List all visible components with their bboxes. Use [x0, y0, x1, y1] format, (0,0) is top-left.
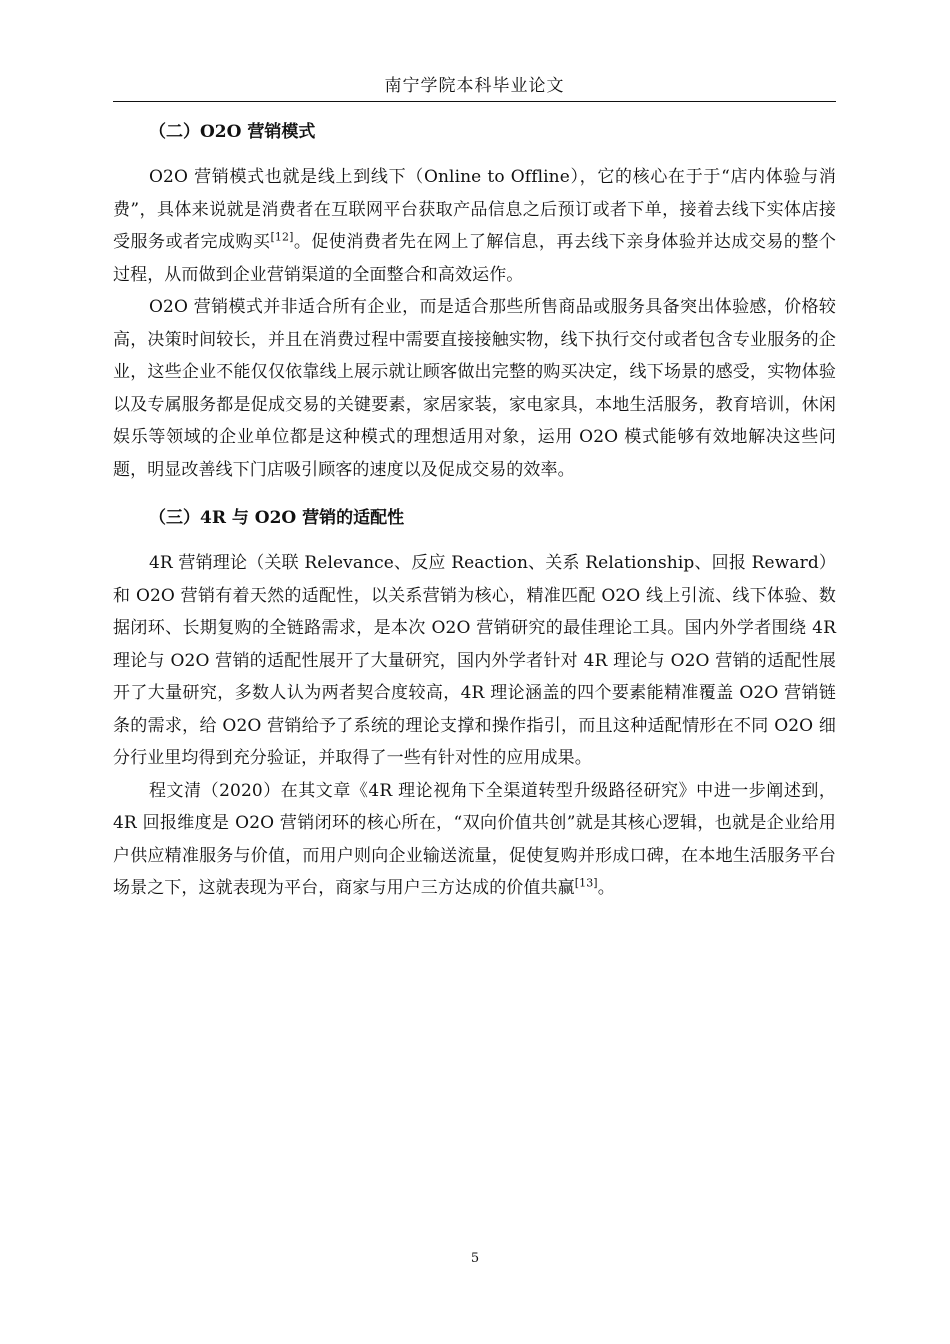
citation-ref: [13]	[574, 876, 598, 890]
section-heading-o2o-model: （二）O2O 营销模式	[149, 122, 316, 142]
running-header: 南宁学院本科毕业论文	[384, 76, 565, 96]
paragraph-text: O2O 营销模式也就是线上到线下（Online to Offline），它的核心在于于“店内体验与消费”，具体来说就是消费者在互联网平台获取产品信息之后预订或者下单，接着去线下实体店接受服务或者完成购买	[113, 167, 836, 252]
header-rule	[113, 101, 836, 102]
paragraph-text-tail: 。	[597, 878, 615, 898]
paragraph-cheng-wenqing	[113, 775, 836, 905]
page-number: 5	[470, 1251, 480, 1266]
paragraph-o2o-definition	[113, 161, 836, 291]
citation-ref: [12]	[270, 230, 294, 244]
paragraph-4r-theory: 4R 营销理论（关联 Relevance、反应 Reaction、关系 Relationship、回报 Reward）和 O2O 营销有着天然的适配性，以关系营销为核心，精准匹配 O2O 线上引流、线下体验、数据闭环、长期复购的全链路需求，是本次 O2O 营销研究的最佳理论工具。国内外学者围绕 4R 理论与 O2O 营销的适配性展开了大量研究，国内外学者针对 4R 理论与 O2O 营销的适配性展开了大量研究，多数人认为两者契合度较高，4R 理论涵盖的四个要素能精准覆盖 O2O 营销链条的需求，给 O2O 营销给予了系统的理论支撑和操作指引，而且这种适配情形在不同 O2O 细分行业里均得到充分验证，并取得了一些有针对性的应用成果。	[113, 553, 836, 768]
section-heading-4r-fit: （三）4R 与 O2O 营销的适配性	[149, 508, 405, 528]
paragraph-text: 程文清（2020）在其文章《4R 理论视角下全渠道转型升级路径研究》中进一步阐述到，4R 回报维度是 O2O 营销闭环的核心所在，“双向价值共创”就是其核心逻辑，也就是企业给用户供应精准服务与价值，而用户则向企业输送流量，促使复购并形成口碑，在本地生活服务平台场景之下，这就表现为平台，商家与用户三方达成的价值共赢	[113, 780, 836, 898]
paragraph-o2o-applicability: O2O 营销模式并非适合所有企业，而是适合那些所售商品或服务具备突出体验感，价格较高，决策时间较长，并且在消费过程中需要直接接触实物，线下执行交付或者包含专业服务的企业，这些企业不能仅仅依靠线上展示就让顾客做出完整的购买决定，线下场景的感受，实物体验以及专属服务都是促成交易的关键要素，家居家装，家电家具，本地生活服务，教育培训，休闲娱乐等领域的企业单位都是这种模式的理想适用对象，运用 O2O 模式能够有效地解决这些问题，明显改善线下门店吸引顾客的速度以及促成交易的效率。	[113, 297, 836, 480]
body-content	[113, 116, 836, 905]
paragraph-text-tail: 。促使消费者先在网上了解信息，再去线下亲身体验并达成交易的整个过程，从而做到企业营销渠道的全面整合和高效运作。	[113, 232, 836, 285]
